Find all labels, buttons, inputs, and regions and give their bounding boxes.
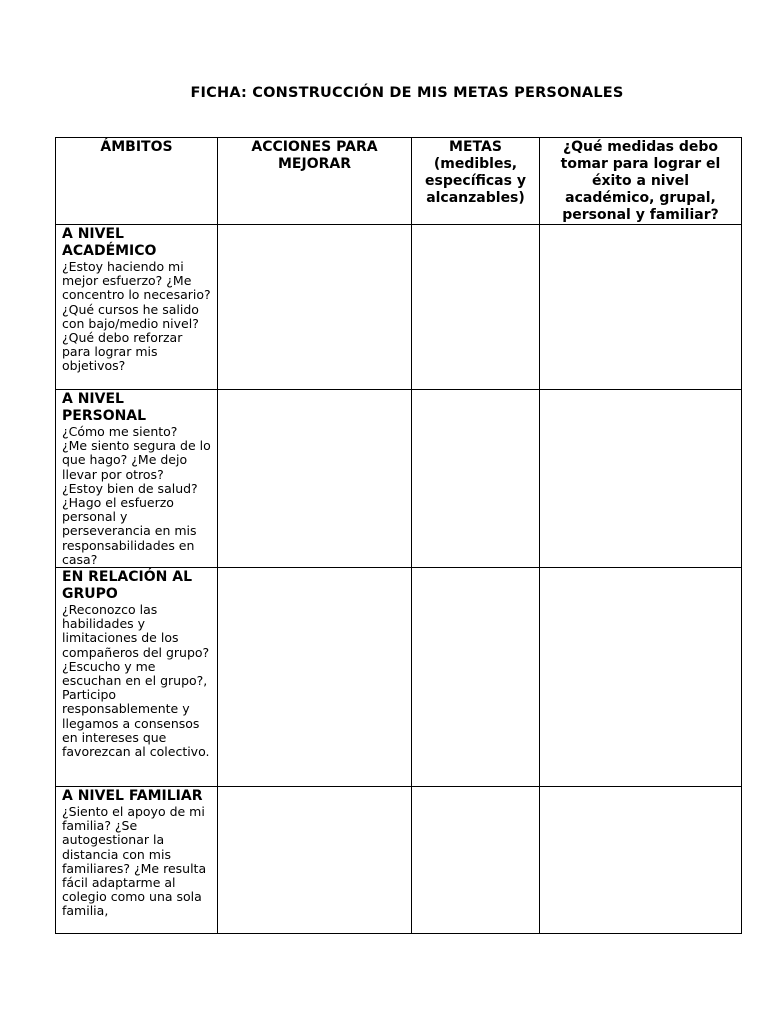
medidas-cell[interactable]	[540, 225, 742, 390]
row-questions: ¿Reconozco las habilidades y limitaciones de los compañeros del grupo? ¿Escucho y me escuchan en el grupo?, Participo responsablemente y llegamos a consensos en intereses que favorezcan al colectivo.	[62, 602, 210, 760]
medidas-cell[interactable]	[540, 390, 742, 568]
row-heading: EN RELACIÓN AL GRUPO	[62, 569, 192, 603]
page-title: FICHA: CONSTRUCCIÓN DE MIS METAS PERSONALES	[190, 85, 624, 101]
metas-cell[interactable]	[412, 225, 540, 390]
row-questions: ¿Cómo me siento? ¿Me siento segura de lo que hago? ¿Me dejo llevar por otros? ¿Estoy bien de salud? ¿Hago el esfuerzo personal y perseverancia en mis responsabilidades en casa?	[62, 424, 211, 567]
acciones-cell[interactable]	[218, 390, 412, 568]
row-heading: A NIVEL ACADÉMICO	[62, 226, 157, 259]
metas-cell[interactable]	[412, 787, 540, 934]
medidas-cell[interactable]	[540, 568, 742, 787]
metas-table	[55, 137, 742, 934]
header-acciones: ACCIONES PARA MEJORAR	[218, 138, 412, 225]
header-ambitos: ÁMBITOS	[56, 138, 218, 225]
table-row	[56, 390, 742, 568]
header-metas: METAS (medibles, específicas y alcanzables)	[412, 138, 540, 225]
medidas-cell[interactable]	[540, 787, 742, 934]
header-medidas: ¿Qué medidas debo tomar para lograr el éxito a nivel académico, grupal, personal y familiar?	[540, 138, 742, 225]
metas-cell[interactable]	[412, 390, 540, 568]
ambito-cell	[56, 390, 218, 568]
ambito-cell	[56, 787, 218, 934]
ambito-cell	[56, 568, 218, 787]
row-heading: A NIVEL PERSONAL	[62, 391, 147, 424]
table-row	[56, 787, 742, 934]
acciones-cell[interactable]	[218, 568, 412, 787]
row-heading: A NIVEL FAMILIAR	[62, 788, 203, 805]
ambito-cell	[56, 225, 218, 390]
row-questions: ¿Siento el apoyo de mi familia? ¿Se autogestionar la distancia con mis familiares? ¿Me resulta fácil adaptarme al colegio como una sola familia,	[62, 804, 207, 919]
table-header-row	[56, 138, 742, 225]
acciones-cell[interactable]	[218, 225, 412, 390]
row-questions: ¿Estoy haciendo mi mejor esfuerzo? ¿Me concentro lo necesario? ¿Qué cursos he salido con bajo/medio nivel? ¿Qué debo reforzar para lograr mis objetivos?	[62, 259, 211, 374]
table-row	[56, 225, 742, 390]
acciones-cell[interactable]	[218, 787, 412, 934]
table-row	[56, 568, 742, 787]
metas-cell[interactable]	[412, 568, 540, 787]
